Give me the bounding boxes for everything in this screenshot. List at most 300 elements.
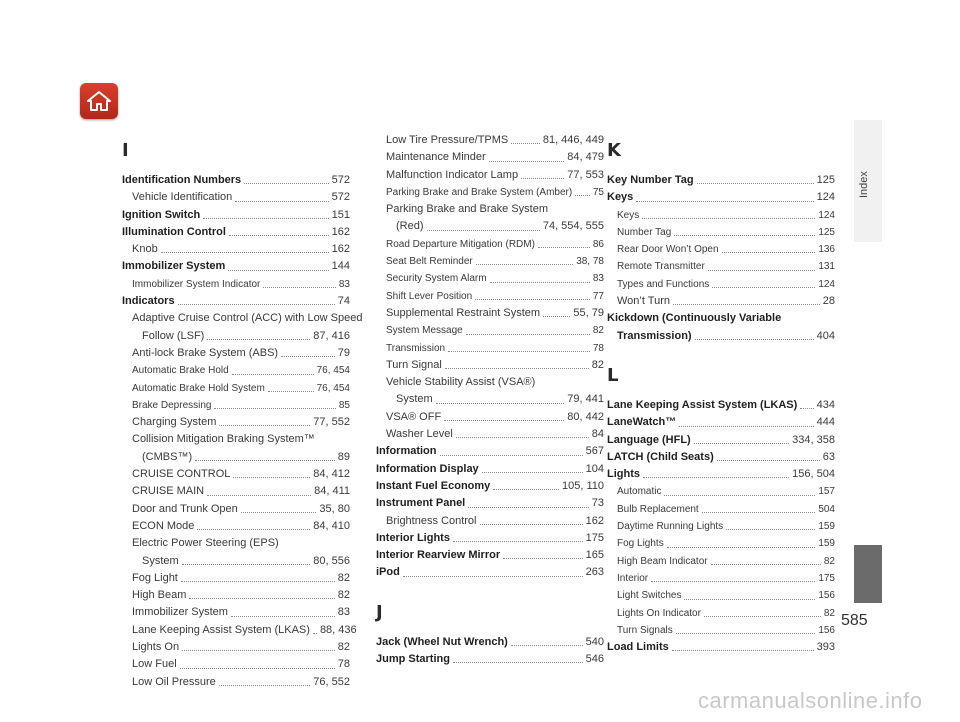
index-entry[interactable] (607, 518, 835, 535)
index-entry-term: Transmission) (617, 329, 692, 342)
index-entry[interactable] (122, 622, 357, 639)
dot-leader (800, 397, 813, 409)
index-entry[interactable] (607, 189, 835, 206)
home-button[interactable] (80, 83, 118, 119)
index-entry-pages[interactable]: 159 (818, 521, 835, 533)
index-entry[interactable] (122, 535, 350, 552)
index-entry-pages[interactable]: 76, 454 (316, 365, 350, 377)
index-entry-term: Indicators (122, 295, 175, 308)
dot-leader (182, 639, 335, 651)
dot-leader (456, 426, 589, 438)
dot-leader (651, 570, 815, 582)
index-entry-term: VSA® OFF (386, 410, 442, 423)
index-entry[interactable] (122, 345, 350, 362)
index-entry-term: (Red) (396, 220, 424, 233)
index-column-3 (607, 136, 835, 656)
index-entry-pages[interactable]: 38, 78 (576, 256, 604, 268)
index-entry[interactable] (122, 449, 350, 466)
dot-leader (475, 288, 590, 300)
index-entry-term: Automatic (617, 486, 662, 498)
dot-leader (181, 570, 335, 582)
index-entry-pages[interactable]: 82 (823, 555, 835, 567)
dot-leader (427, 218, 540, 230)
index-entry-pages[interactable]: 84, 412 (313, 468, 350, 481)
index-entry-pages[interactable]: 175 (585, 531, 604, 544)
index-entry[interactable] (376, 184, 604, 201)
index-entry[interactable] (376, 305, 604, 322)
index-entry-term: Illumination Control (122, 225, 226, 238)
side-tab-marker (854, 545, 882, 603)
index-entry[interactable] (376, 201, 604, 218)
section-letter: K (607, 140, 621, 161)
dot-leader (489, 149, 565, 161)
index-entry-pages[interactable]: 82 (823, 607, 835, 619)
index-entry[interactable] (376, 253, 604, 270)
index-entry-pages[interactable]: 567 (585, 445, 604, 458)
index-entry-pages[interactable]: 263 (585, 566, 604, 579)
index-entry[interactable] (607, 553, 835, 570)
index-entry[interactable] (607, 276, 835, 293)
dot-leader (711, 553, 821, 565)
index-entry-pages[interactable]: 77, 553 (567, 168, 604, 181)
index-entry[interactable] (607, 241, 835, 258)
index-entry-pages[interactable]: 80, 442 (567, 410, 604, 423)
dot-leader (493, 478, 559, 490)
index-entry-term: Keys (617, 209, 640, 221)
dot-leader (219, 414, 310, 426)
index-entry-pages[interactable]: 84, 411 (314, 485, 350, 498)
dot-leader (195, 449, 335, 461)
index-entry-pages[interactable]: 572 (331, 174, 350, 186)
index-entry-term: Fog Lights (617, 538, 664, 550)
dot-leader (241, 501, 317, 513)
index-entry[interactable] (122, 674, 350, 691)
index-entry-term: Anti-lock Brake System (ABS) (132, 346, 279, 359)
index-entry[interactable] (376, 218, 604, 235)
index-entry-pages[interactable]: 78 (337, 658, 350, 671)
index-entry[interactable] (607, 501, 835, 518)
index-entry[interactable] (607, 293, 835, 310)
index-entry-pages[interactable]: 79 (337, 346, 350, 359)
dot-leader (228, 258, 328, 270)
side-tab-label: Index (858, 171, 870, 198)
index-entry-pages[interactable]: 84 (591, 428, 604, 441)
index-entry-term: Lights On (132, 641, 180, 654)
index-entry-pages[interactable]: 157 (818, 486, 835, 498)
dot-leader (684, 587, 815, 599)
index-entry-pages[interactable]: 87, 416 (313, 329, 350, 342)
index-entry[interactable] (607, 207, 835, 224)
index-entry-pages[interactable]: 156 (818, 590, 835, 602)
dot-leader (704, 605, 821, 617)
home-icon (86, 89, 112, 113)
index-entry[interactable] (376, 495, 604, 512)
index-entry[interactable] (376, 374, 604, 391)
index-entry-term: Lane Keeping Assist System (LKAS) (132, 623, 310, 636)
index-entry-pages[interactable]: 28 (822, 295, 835, 308)
index-entry-term: Vehicle Stability Assist (VSA®) (386, 376, 536, 389)
index-entry[interactable] (607, 328, 835, 345)
index-entry[interactable] (607, 414, 835, 431)
index-entry[interactable] (122, 518, 350, 535)
index-entry[interactable] (607, 258, 835, 275)
index-entry-term: Won’t Turn (617, 295, 670, 308)
dot-leader (313, 622, 317, 634)
section-letter: J (376, 601, 383, 623)
index-entry[interactable] (122, 224, 350, 241)
dot-leader (543, 305, 570, 317)
index-entry-pages[interactable]: 136 (818, 244, 835, 256)
index-entry-pages[interactable]: 404 (816, 329, 835, 342)
index-entry-pages[interactable]: 125 (816, 174, 835, 186)
index-entry[interactable] (607, 587, 835, 604)
index-entry-pages[interactable]: 156 (818, 624, 835, 636)
index-entry-pages[interactable]: 83 (337, 606, 350, 619)
dot-leader (232, 362, 314, 374)
dot-leader (712, 276, 815, 288)
index-entry-term: Light Switches (617, 590, 682, 602)
index-entry[interactable] (122, 172, 350, 189)
index-entry-pages[interactable]: 104 (585, 462, 604, 475)
dot-leader (575, 184, 590, 196)
index-entry-pages[interactable]: 81, 446, 449 (542, 134, 604, 146)
dot-leader (440, 443, 583, 455)
index-entry-term: Remote Transmitter (617, 261, 705, 273)
index-entry-pages[interactable]: 76, 454 (316, 382, 350, 394)
index-entry[interactable] (122, 570, 350, 587)
index-entry-pages[interactable]: 156, 504 (792, 468, 835, 481)
dot-leader (636, 189, 813, 201)
index-entry-pages[interactable]: 89 (337, 450, 350, 463)
index-entry-term: (CMBS™) (142, 450, 193, 463)
index-entry-pages[interactable]: 85 (338, 399, 350, 411)
index-entry-pages[interactable]: 78 (592, 342, 604, 354)
index-entry-term: System Message (386, 325, 463, 337)
index-entry[interactable] (122, 587, 350, 604)
dot-leader (180, 656, 335, 668)
dot-leader (673, 293, 820, 305)
dot-leader (643, 466, 789, 478)
index-entry-pages[interactable]: 162 (331, 225, 350, 238)
index-entry-term: Adaptive Cruise Control (ACC) with Low Speed (132, 312, 363, 325)
index-entry-pages[interactable]: 124 (816, 191, 835, 204)
dot-leader (695, 328, 814, 340)
index-entry-term: Electric Power Steering (EPS) (132, 537, 279, 550)
dot-leader (468, 495, 589, 507)
index-entry-term: Lights (607, 468, 640, 481)
index-entry-term: Supplemental Restraint System (386, 306, 541, 319)
dot-leader (642, 207, 815, 219)
index-entry[interactable] (376, 478, 604, 495)
index-entry-pages[interactable]: 572 (331, 191, 350, 204)
index-entry-pages[interactable]: 88, 436 (319, 623, 357, 636)
index-entry-term: Types and Functions (617, 278, 710, 290)
index-entry-term: Vehicle Identification (132, 191, 233, 204)
index-entry-pages[interactable]: 77, 552 (313, 416, 350, 429)
dot-leader (263, 276, 336, 288)
index-entry[interactable] (122, 241, 350, 258)
index-entry[interactable] (122, 656, 350, 673)
index-entry-term: Brightness Control (386, 514, 477, 527)
index-entry[interactable] (376, 340, 604, 357)
index-entry[interactable] (122, 258, 350, 275)
index-entry-term: Malfunction Indicator Lamp (386, 168, 519, 181)
index-entry-term: Brake Depressing (132, 399, 212, 411)
index-entry-term: Load Limits (607, 641, 669, 654)
dot-leader (702, 501, 816, 513)
dot-leader (182, 553, 311, 565)
dot-leader (231, 604, 335, 616)
dot-leader (466, 322, 590, 334)
index-entry-term: Washer Level (386, 428, 453, 441)
dot-leader (511, 132, 540, 144)
index-entry-pages[interactable]: 79, 441 (567, 393, 604, 406)
index-entry[interactable] (607, 310, 835, 327)
index-entry-term: Charging System (132, 416, 217, 429)
page-number: 585 (841, 612, 868, 629)
index-entry-pages[interactable]: 35, 80 (319, 502, 350, 515)
index-entry-pages[interactable]: 162 (331, 243, 350, 256)
index-column-1 (122, 136, 363, 691)
dot-leader (476, 253, 573, 265)
index-entry-pages[interactable]: 334, 358 (792, 433, 835, 446)
index-entry-term: Lane Keeping Assist System (LKAS) (607, 398, 798, 411)
dot-leader (281, 345, 335, 357)
index-entry[interactable] (122, 293, 350, 310)
index-entry-pages[interactable]: 151 (331, 208, 350, 221)
index-entry[interactable] (376, 547, 604, 564)
index-entry-pages[interactable]: 82 (591, 358, 604, 371)
index-entry[interactable] (607, 432, 835, 449)
index-entry[interactable] (376, 651, 604, 668)
index-entry[interactable] (122, 483, 350, 500)
index-entry-pages[interactable]: 124 (818, 278, 835, 290)
dot-leader (453, 530, 583, 542)
dot-leader (726, 518, 815, 530)
index-entry[interactable] (376, 513, 604, 530)
index-entry-term: Transmission (386, 342, 446, 354)
dot-leader (717, 449, 820, 461)
index-entry-pages[interactable]: 84, 410 (313, 519, 350, 532)
index-entry-term: LATCH (Child Seats) (607, 450, 714, 463)
index-entry-term: Immobilizer System (132, 606, 228, 619)
index-entry[interactable] (607, 570, 835, 587)
index-entry[interactable] (122, 501, 350, 518)
index-entry[interactable] (122, 466, 350, 483)
dot-leader (538, 236, 590, 248)
index-entry-term: High Beam Indicator (617, 555, 708, 567)
index-entry-pages[interactable]: 63 (822, 450, 835, 463)
index-entry-term: Instant Fuel Economy (376, 479, 491, 492)
index-entry-term: Identification Numbers (122, 174, 242, 186)
index-entry[interactable] (607, 605, 835, 622)
dot-leader (444, 409, 564, 421)
index-entry-pages[interactable]: 86 (592, 238, 604, 250)
index-entry-pages[interactable]: 77 (592, 290, 604, 302)
index-entry[interactable] (122, 207, 350, 224)
index-entry[interactable] (376, 443, 604, 460)
dot-leader (722, 241, 816, 253)
index-entry[interactable] (376, 409, 604, 426)
index-entry-term: System (396, 393, 433, 406)
index-entry[interactable] (607, 172, 835, 189)
index-entry-pages[interactable]: 131 (818, 261, 835, 273)
index-entry-pages[interactable]: 165 (585, 549, 604, 562)
index-entry[interactable] (122, 328, 350, 345)
index-entry[interactable] (376, 236, 604, 253)
dot-leader (503, 547, 583, 559)
index-entry-term: Parking Brake and Brake System (Amber) (386, 186, 573, 198)
index-entry-pages[interactable]: 546 (585, 653, 604, 666)
index-entry-term: Interior Rearview Mirror (376, 549, 501, 562)
index-entry[interactable] (376, 357, 604, 374)
index-entry[interactable] (122, 414, 350, 431)
dot-leader (672, 639, 814, 651)
index-entry-pages[interactable]: 125 (818, 226, 835, 238)
index-entry-term: Jump Starting (376, 653, 450, 666)
index-entry[interactable] (607, 466, 835, 483)
index-entry-pages[interactable]: 540 (585, 635, 604, 648)
index-entry[interactable] (607, 535, 835, 552)
index-entry-term: Shift Lever Position (386, 290, 473, 302)
index-entry-term: System (142, 554, 179, 567)
dot-leader (674, 224, 815, 236)
index-entry[interactable] (122, 397, 350, 414)
index-entry-pages[interactable]: 83 (592, 273, 604, 285)
index-entry-pages[interactable]: 175 (818, 572, 835, 584)
index-entry-term: Language (HFL) (607, 433, 691, 446)
index-entry-pages[interactable]: 80, 556 (313, 554, 350, 567)
index-entry[interactable] (122, 310, 363, 327)
section-letter: I (122, 140, 129, 161)
index-entry-term: Low Fuel (132, 658, 177, 671)
index-entry-pages[interactable]: 83 (338, 278, 350, 290)
index-entry-term: Key Number Tag (607, 174, 694, 186)
index-entry[interactable] (376, 391, 604, 408)
index-entry-pages[interactable]: 76, 552 (313, 675, 350, 688)
index-entry-term: Instrument Panel (376, 497, 466, 510)
index-entry-term: Lights On Indicator (617, 607, 701, 619)
index-entry[interactable] (376, 270, 604, 287)
dot-leader (207, 328, 310, 340)
index-entry-term: CRUISE MAIN (132, 485, 205, 498)
index-entry-pages[interactable]: 82 (592, 325, 604, 337)
dot-leader (436, 391, 565, 403)
index-entry[interactable] (122, 604, 350, 621)
index-entry-pages[interactable]: 82 (337, 589, 350, 602)
index-entry-term: Ignition Switch (122, 208, 201, 221)
index-entry-term: Immobilizer System (122, 260, 226, 273)
index-entry[interactable] (122, 553, 350, 570)
index-entry[interactable] (607, 639, 835, 656)
index-entry[interactable] (376, 564, 604, 581)
index-entry-term: Bulb Replacement (617, 503, 699, 515)
index-entry-term: Turn Signal (386, 358, 442, 371)
dot-leader (244, 172, 328, 184)
index-entry-pages[interactable]: 82 (337, 571, 350, 584)
dot-leader (189, 587, 334, 599)
index-entry[interactable] (607, 449, 835, 466)
dot-leader (694, 432, 789, 444)
index-side-tab[interactable] (854, 120, 882, 242)
index-entry[interactable] (607, 224, 835, 241)
dot-leader (207, 483, 311, 495)
index-entry[interactable] (376, 530, 604, 547)
index-entry-term: Security System Alarm (386, 273, 487, 285)
index-entry-pages[interactable]: 55, 79 (573, 306, 604, 319)
dot-leader (448, 340, 590, 352)
index-entry[interactable] (376, 461, 604, 478)
index-entry-term: Low Tire Pressure/TPMS (386, 134, 509, 146)
index-entry-pages[interactable]: 159 (818, 538, 835, 550)
index-entry[interactable] (607, 397, 835, 414)
index-entry[interactable] (122, 380, 350, 397)
index-entry[interactable] (607, 483, 835, 500)
index-entry[interactable] (376, 288, 604, 305)
index-entry-pages[interactable]: 105, 110 (561, 479, 604, 492)
index-entry[interactable] (607, 622, 835, 639)
index-entry[interactable] (376, 634, 604, 651)
index-entry[interactable] (376, 426, 604, 443)
index-entry[interactable] (122, 639, 350, 656)
index-entry-term: Seat Belt Reminder (386, 256, 473, 268)
index-entry-term: Information (376, 445, 437, 458)
index-entry[interactable] (122, 431, 350, 448)
index-entry-term: Automatic Brake Hold (132, 365, 229, 377)
index-entry[interactable] (122, 362, 350, 379)
index-entry[interactable] (376, 149, 604, 166)
index-entry-term: Interior Lights (376, 531, 450, 544)
index-entry-term: Collision Mitigation Braking System™ (132, 433, 315, 446)
dot-leader (203, 207, 328, 219)
index-entry-pages[interactable]: 75 (592, 186, 604, 198)
index-entry-pages[interactable]: 74, 554, 555 (542, 220, 604, 233)
index-entry-term: Rear Door Won’t Open (617, 244, 719, 256)
index-entry-pages[interactable]: 124 (818, 209, 835, 221)
dot-leader (667, 535, 816, 547)
index-entry-pages[interactable]: 74 (337, 295, 350, 308)
index-entry-pages[interactable]: 162 (585, 514, 604, 527)
index-entry-term: Road Departure Mitigation (RDM) (386, 238, 535, 250)
index-entry-pages[interactable]: 82 (337, 641, 350, 654)
index-entry-pages[interactable]: 393 (816, 641, 835, 654)
index-entry[interactable] (122, 276, 350, 293)
index-entry-pages[interactable]: 144 (331, 260, 350, 273)
dot-leader (178, 293, 335, 305)
index-entry-pages[interactable]: 84, 479 (567, 151, 604, 164)
dot-leader (403, 564, 583, 576)
index-entry-pages[interactable]: 73 (591, 497, 604, 510)
index-entry-term: Keys (607, 191, 634, 204)
dot-leader (490, 270, 590, 282)
dot-leader (445, 357, 589, 369)
index-entry-term: High Beam (132, 589, 187, 602)
index-entry-term: Follow (LSF) (142, 329, 205, 342)
index-entry-term: CRUISE CONTROL (132, 468, 231, 481)
index-entry-term: Parking Brake and Brake System (386, 203, 549, 216)
index-column-2 (376, 132, 604, 668)
index-entry[interactable] (376, 132, 604, 149)
index-entry[interactable] (376, 322, 604, 339)
index-entry-term: iPod (376, 566, 400, 579)
index-entry-term: Knob (132, 243, 158, 256)
dot-leader (676, 622, 816, 634)
index-entry-pages[interactable]: 504 (818, 503, 835, 515)
index-entry[interactable] (122, 189, 350, 206)
index-entry-pages[interactable]: 444 (816, 416, 835, 429)
index-entry[interactable] (376, 167, 604, 184)
index-entry-pages[interactable]: 434 (816, 398, 835, 411)
